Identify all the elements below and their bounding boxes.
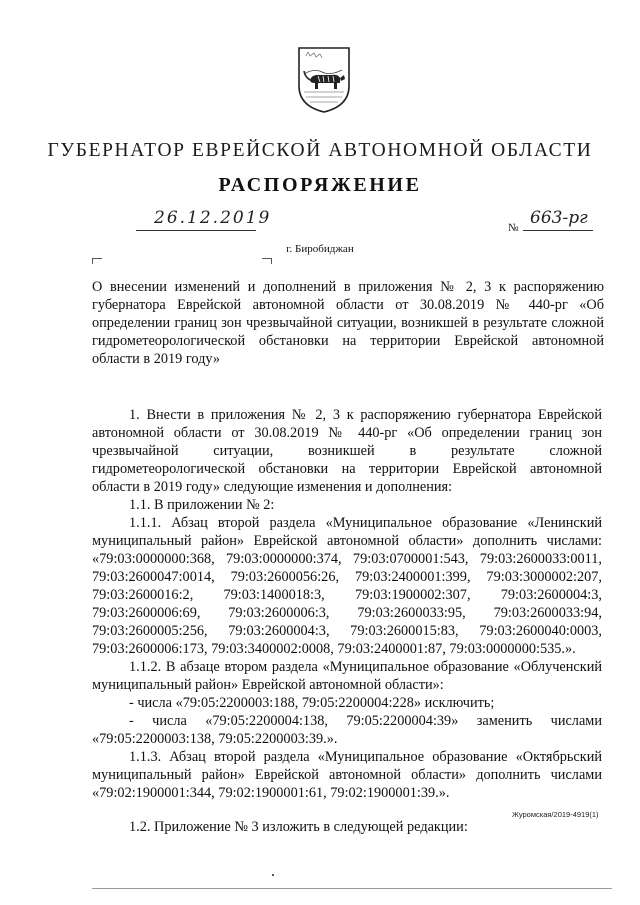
- bottom-rule: [92, 888, 612, 889]
- scan-speck: [272, 874, 274, 876]
- paragraph-1-1-2-item-b: - числа «79:05:2200004:138, 79:05:2200004:39» заменить числами «79:05:2200003:138, 79:05:2200003:39.».: [92, 713, 602, 747]
- footer-document-code: Журомская/2019-4919(1): [512, 810, 599, 819]
- document-number: 663-рг: [530, 208, 588, 228]
- paragraph-1-1-2-item-a: - числа «79:05:2200003:188, 79:05:2200004:228» исключить;: [129, 695, 495, 711]
- paragraph-1-2: 1.2. Приложение № 3 изложить в следующей редакции:: [129, 819, 468, 835]
- city-label: г. Биробиджан: [286, 243, 354, 255]
- issuer-title: ГУБЕРНАТОР ЕВРЕЙСКОЙ АВТОНОМНОЙ ОБЛАСТИ: [47, 140, 593, 161]
- document-subject: О внесении изменений и дополнений в приложения № 2, 3 к распоряжению губернатора Еврейской автономной области от 30.08.2019 № 440-рг «Об определении границ зон чрезвычайной ситуации, возникшей в результате сложной гидрометеорологической обстановки на территории Еврейской автономной области в 2019 году»: [92, 279, 604, 367]
- date-underline: [136, 230, 256, 231]
- document-type: РАСПОРЯЖЕНИЕ: [218, 174, 422, 196]
- paragraph-1-1-3: 1.1.3. Абзац второй раздела «Муниципальное образование «Октябрьский муниципальный район» Еврейской автономной области» дополнить числами «79:02:1900001:344, 79:02:1900001:61, 79:02:1900001:39.».: [92, 749, 602, 801]
- paragraph-1-1: 1.1. В приложении № 2:: [129, 497, 275, 513]
- coat-of-arms-tiger-icon: [296, 44, 352, 114]
- document-body: [92, 406, 602, 836]
- paragraph-1: 1. Внести в приложения № 2, 3 к распоряжению губернатора Еврейской автономной области от 30.08.2019 № 440-рг «Об определении границ зон чрезвычайной ситуации, возникшей в результате сложной гидрометеорологической обстановки на территории Еврейской автономной области в 2019 году» следующие изменения и дополнения:: [92, 407, 602, 495]
- subject-corner-mark-right: [262, 258, 272, 264]
- number-sign: №: [508, 222, 519, 234]
- number-underline: [523, 230, 593, 231]
- subject-corner-mark-left: [92, 258, 102, 264]
- document-date: 26.12.2019: [154, 208, 272, 228]
- paragraph-1-1-1: 1.1.1. Абзац второй раздела «Муниципальное образование «Ленинский муниципальный район» Еврейской автономной области» дополнить числами: «79:03:0000000:368, 79:03:0000000:374, 79:03:0700001:543, 79:03:2600033:0011, 79:03:2600047:0014, 79:03:2600056:26, 79:03:2400001:399, 79:03:3000002:207, 79:03:2600016:2, 79:03:1400018:3, 79:03:1900002:307, 79:03:2600004:3, 79:03:2600006:69, 79:03:2600006:3, 79:03:2600033:95, 79:03:2600033:94, 79:03:2600005:256, 79:03:2600004:3, 79:03:2600015:83, 79:03:2600040:0003, 79:03:2600006:173, 79:03:3400002:0008, 79:03:2400001:87, 79:03:0000000:535.».: [92, 515, 602, 657]
- paragraph-1-1-2: 1.1.2. В абзаце втором раздела «Муниципальное образование «Облученский муниципальный район» Еврейской автономной области»:: [92, 659, 602, 693]
